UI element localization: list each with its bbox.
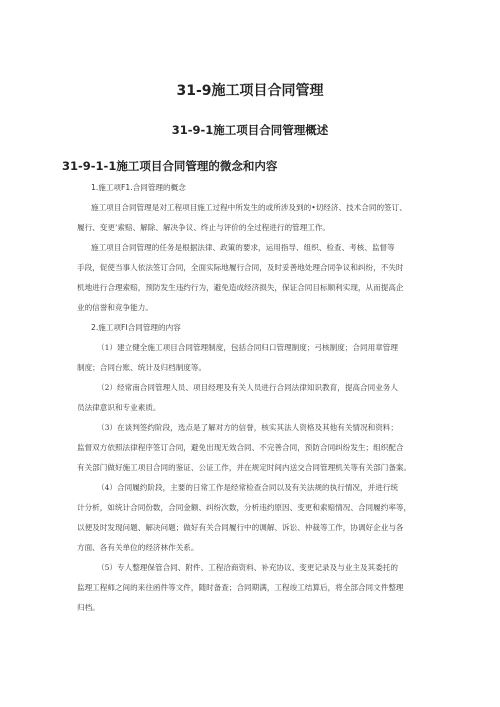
- body-line: 监理工程师之间的来往函件等文件，随时备查；合同期满，工程竣工结算后，将全部合同文件整理: [77, 583, 404, 592]
- body-line: 手段，促使当事人依法签订合同，全面实际地履行合同，及时妥善地处理合同争议和纠纷，不失时: [77, 263, 404, 272]
- body-line: 有关部门做好施工项目合同的鉴证、公证工作，并在规定时间内送交合同管理机关等有关部门备案。: [77, 463, 412, 472]
- body-line: 计分析，如统计合同份数，合同金额、纠纷次数，分析违约原因、变更和索赔情况、合同履约率等，: [77, 503, 412, 512]
- body-line: 施工项目合同管理的任务是根据法律、政策的要求，运用指导、组织、检查、考核、监督等: [91, 243, 395, 252]
- body-line: 业的信誉和竞争能力。: [77, 303, 153, 312]
- body-line: 以便及时发现问题、解决问题；做好有关合同履行中的调解、诉讼、仲裁等工作，协调好企业与各: [77, 523, 404, 532]
- body-line: 员法律意识和专业素质。: [77, 403, 161, 412]
- body-line: 施工项目合同管理是对工程项目施工过程中所发生的或所涉及到的•切经济、技术合同的签订、: [91, 203, 407, 212]
- body-line: （3）在谈判签约阶段，选点是了解对方的信誉，核实其法人资格及其他有关情况和资料；: [97, 423, 398, 432]
- body-line: 制度；合同台账、统计及归档制度等。: [77, 363, 207, 372]
- body-line: （4）合同履约阶段，主要的日常工作是经常检查合同以及有关法规的执行情况，并进行统: [97, 483, 398, 492]
- body-line: （1）建立健全施工项目合同管理制度，包括合同归口管理制度；弓核制度；合同用章管理: [97, 343, 398, 352]
- heading-line-1: 1.施工项F1.合同管理的概念: [91, 183, 186, 192]
- body-line: 机地进行合理索赔，预防发生违约行为，避免造成经济损失，保证合同目标顺利实现，从而提高企: [77, 283, 404, 292]
- chapter-title: 31-9施工项目合同管理: [176, 83, 324, 99]
- body-line: 方面、各有关单位的经济林作关系。: [77, 543, 199, 552]
- body-line: 监督双方依照法律程序签订合同，避免出现无效合同、不完善合同，预防合同纠纷发生；组织配合: [77, 443, 404, 452]
- body-line: 履行、变更’索赔、解除、解决争议、终止与评价的全过程进行的管理工作。: [77, 223, 331, 232]
- section-title: 31-9-1施工项目合同管理概述: [171, 123, 329, 137]
- body-line: （2）经常南合同管理人员、项目经理及有关人员进行合同法律知识教育，提高合同业务人: [97, 383, 398, 392]
- body-line: 归档。: [77, 603, 100, 612]
- subsection-title: 31-9-1-1施工项目合同管理的微念和内容: [62, 159, 278, 173]
- body-line: （5）专人整理保管合同、附件、工程洽商资料、补充协议、变更记录及与业主及其委托的: [97, 563, 398, 572]
- heading-line-2: 2.施工项FI合同管理的内容: [91, 323, 181, 332]
